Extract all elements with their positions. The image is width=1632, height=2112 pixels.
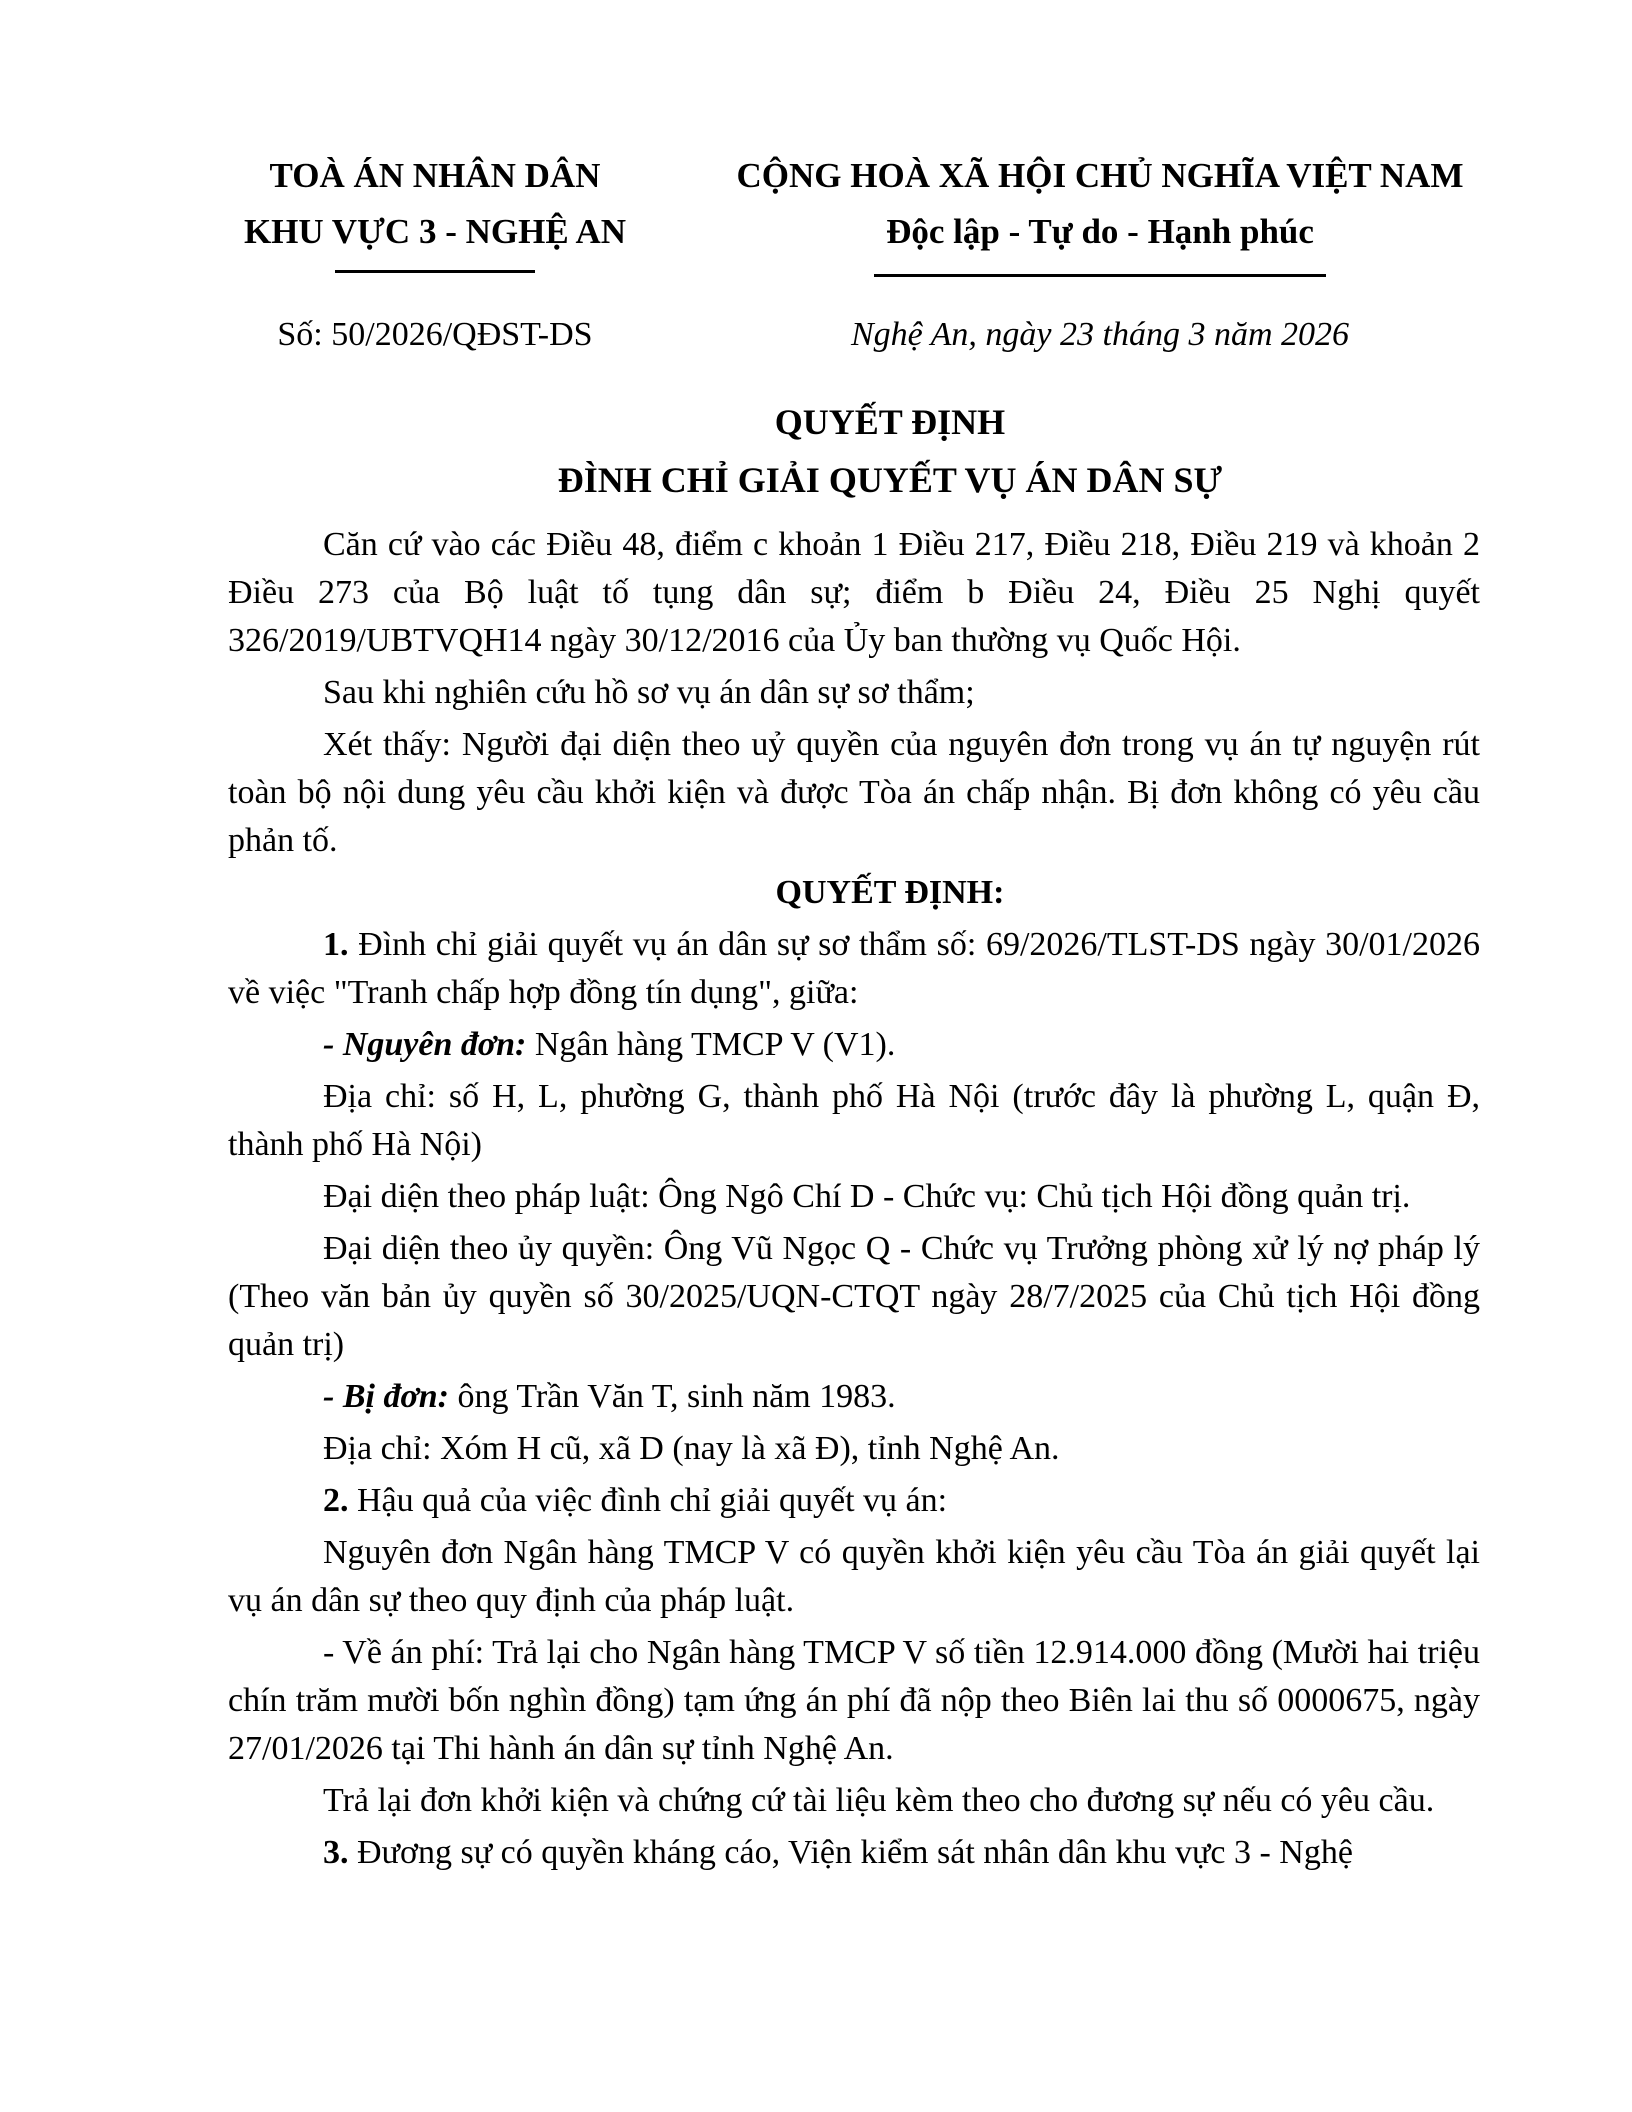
left-header-rule <box>335 270 535 273</box>
paragraph-lead: - Bị đơn: <box>323 1378 449 1415</box>
place-date-line: Nghệ An, ngày 23 tháng 3 năm 2026 <box>850 316 1349 353</box>
paragraph: - Về án phí: Trả lại cho Ngân hàng TMCP V số tiền 12.914.000 đồng (Mười hai triệu chín trăm mười bốn nghìn đồng) tạm ứng án phí đã nộp theo Biên lai thu số 0000675, ngày 27/01/2026 tại Thi hành án dân sự tỉnh Nghệ An. <box>228 1634 1480 1767</box>
paragraph: Đại diện theo pháp luật: Ông Ngô Chí D - Chức vụ: Chủ tịch Hội đồng quản trị. <box>323 1178 1411 1215</box>
paragraph: 1. Đình chỉ giải quyết vụ án dân sự sơ thẩm số: 69/2026/TLST-DS ngày 30/01/2026 về việc "Tranh chấp hợp đồng tín dụng", giữa: <box>228 926 1480 1011</box>
issuing-authority-block <box>175 148 695 363</box>
paragraph: Sau khi nghiên cứu hồ sơ vụ án dân sự sơ thẩm; <box>323 674 975 711</box>
title-line1: QUYẾT ĐỊNH <box>774 402 1006 442</box>
national-header-line1: CỘNG HOÀ XÃ HỘI CHỦ NGHĨA VIỆT NAM <box>736 156 1464 195</box>
paragraph-lead: 1. <box>323 926 349 963</box>
paragraph: Địa chỉ: số H, L, phường G, thành phố Hà Nội (trước đây là phường L, quận Đ, thành phố Hà Nội) <box>228 1078 1480 1163</box>
paragraph: Trả lại đơn khởi kiện và chứng cứ tài liệu kèm theo cho đương sự nếu có yêu cầu. <box>323 1782 1435 1819</box>
document-number: Số: 50/2026/QĐST-DS <box>277 316 593 353</box>
section-heading: QUYẾT ĐỊNH: <box>775 874 1005 911</box>
court-name-line1: TOÀ ÁN NHÂN DÂN <box>269 156 601 195</box>
paragraph: Địa chỉ: Xóm H cũ, xã D (nay là xã Đ), tỉnh Nghệ An. <box>323 1430 1060 1467</box>
document-title <box>228 393 1480 509</box>
title-line2: ĐÌNH CHỈ GIẢI QUYẾT VỤ ÁN DÂN SỰ <box>557 460 1223 500</box>
paragraph-lead: 3. <box>323 1834 349 1871</box>
paragraph: - Nguyên đơn: Ngân hàng TMCP V (V1). <box>323 1026 896 1063</box>
paragraph: Căn cứ vào các Điều 48, điểm c khoản 1 Điều 217, Điều 218, Điều 219 và khoản 2 Điều 273 của Bộ luật tố tụng dân sự; điểm b Điều 24, Điều 25 Nghị quyết 326/2019/UBTVQH14 ngày 30/12/2016 của Ủy ban thường vụ Quốc Hội. <box>228 526 1480 659</box>
national-motto-block <box>700 148 1500 363</box>
court-name-line2: KHU VỰC 3 - NGHỆ AN <box>243 212 627 251</box>
paragraph: 3. Đương sự có quyền kháng cáo, Viện kiểm sát nhân dân khu vực 3 - Nghệ <box>323 1834 1353 1871</box>
paragraph-lead: - Nguyên đơn: <box>323 1026 527 1063</box>
right-header-rule <box>874 274 1326 277</box>
paragraph: 2. Hậu quả của việc đình chỉ giải quyết vụ án: <box>323 1482 948 1519</box>
national-header-line2: Độc lập - Tự do - Hạnh phúc <box>886 212 1314 251</box>
paragraph-lead: 2. <box>323 1482 349 1519</box>
paragraph: - Bị đơn: ông Trần Văn T, sinh năm 1983. <box>323 1378 896 1415</box>
paragraph: Xét thấy: Người đại diện theo uỷ quyền của nguyên đơn trong vụ án tự nguyện rút toàn bộ nội dung yêu cầu khởi kiện và được Tòa án chấp nhận. Bị đơn không có yêu cầu phản tố. <box>228 726 1480 859</box>
paragraph: Nguyên đơn Ngân hàng TMCP V có quyền khởi kiện yêu cầu Tòa án giải quyết lại vụ án dân sự theo quy định của pháp luật. <box>228 1534 1480 1619</box>
document-header <box>0 148 1632 363</box>
paragraph: Đại diện theo ủy quyền: Ông Vũ Ngọc Q - Chức vụ Trưởng phòng xử lý nợ pháp lý (Theo văn bản ủy quyền số 30/2025/UQN-CTQT ngày 28/7/2025 của Chủ tịch Hội đồng quản trị) <box>228 1230 1480 1363</box>
document-body <box>228 521 1480 1877</box>
